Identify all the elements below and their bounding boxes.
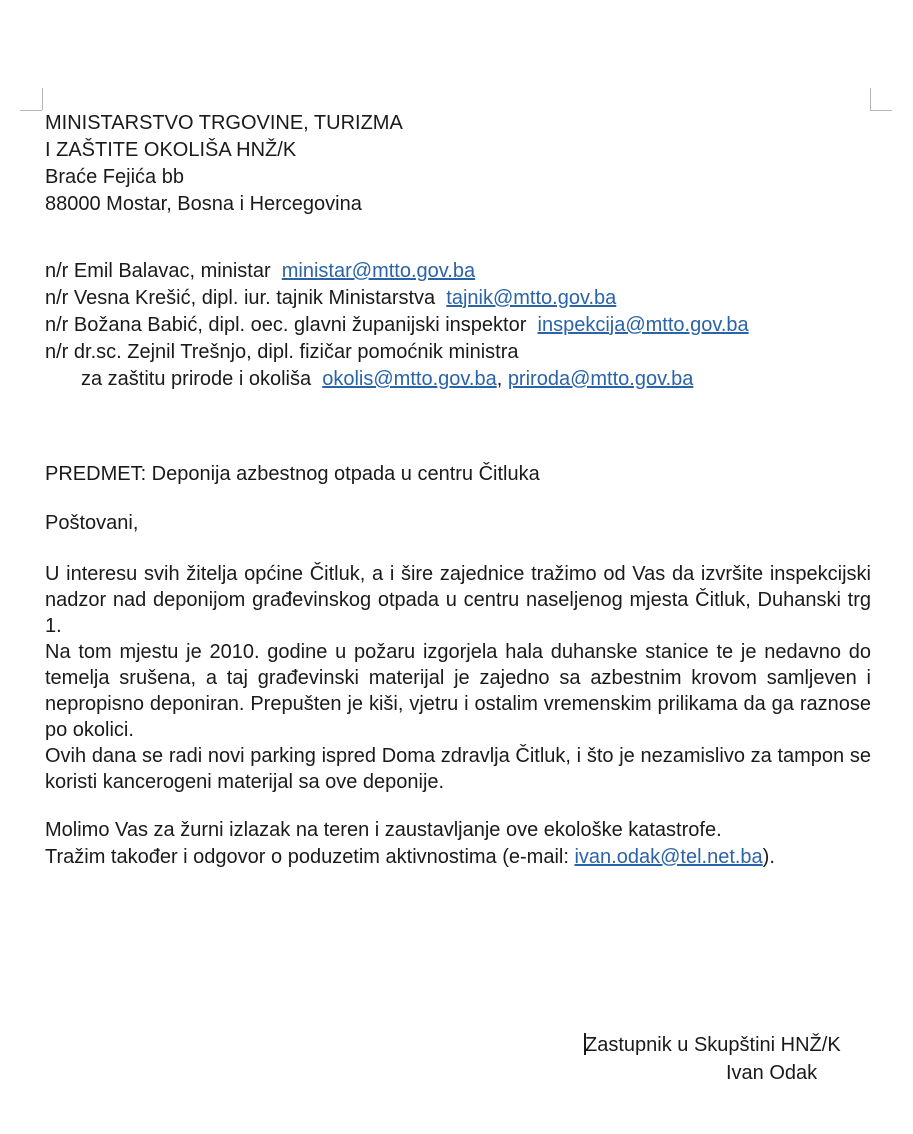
contact-name: n/r Vesna Krešić, dipl. iur. tajnik Ministarstva bbox=[45, 287, 436, 309]
signature-name: Ivan Odak bbox=[726, 1062, 818, 1084]
contact-name: n/r dr.sc. Zejnil Trešnjo, dipl. fizičar pomoćnik ministra bbox=[45, 341, 519, 363]
closing bbox=[45, 817, 871, 871]
recipient-street: Braće Fejića bb bbox=[45, 166, 184, 188]
letter-paragraphs bbox=[45, 561, 871, 795]
closing-reply-request bbox=[45, 844, 871, 871]
paragraph: Ovih dana se radi novi parking ispred Doma zdravlja Čitluk, i što je nezamislivo za tampon se koristi kancerogeni materijal sa ove deponije. bbox=[45, 745, 871, 793]
contact-line bbox=[45, 312, 871, 339]
email-link[interactable]: ivan.odak@tel.net.ba bbox=[574, 846, 763, 868]
recipient-address bbox=[45, 110, 871, 218]
email-link[interactable]: tajnik@mtto.gov.ba bbox=[446, 287, 617, 309]
contact-list bbox=[45, 258, 871, 393]
closing-request: Molimo Vas za žurni izlazak na teren i zaustavljanje ove ekološke katastrofe. bbox=[45, 819, 722, 841]
contact-line bbox=[45, 339, 871, 366]
email-link[interactable]: inspekcija@mtto.gov.ba bbox=[537, 314, 749, 336]
contact-line-continuation bbox=[45, 366, 871, 393]
paragraph: Na tom mjestu je 2010. godine u požaru izgorjela hala duhanske stanice te je nedavno do temelja srušena, a taj građevinski materijal je zajedno sa azbestnim krovom samljeven i nepropisno deponiran. Prepušten je kiši, vjetru i ostalim vremenskim prilikama da ga raznose po okolici. bbox=[45, 641, 871, 741]
closing-text: Tražim također i odgovor o poduzetim aktivnostima (e-mail: bbox=[45, 846, 575, 868]
contact-name: n/r Emil Balavac, ministar bbox=[45, 260, 271, 282]
signature-block bbox=[584, 1031, 841, 1087]
contact-line bbox=[45, 258, 871, 285]
salutation: Poštovani, bbox=[45, 512, 139, 534]
paragraph: U interesu svih žitelja općine Čitluk, a i šire zajednice tražimo od Vas da izvršite inspekcijski nadzor nad deponijom građevinskog otpada u centru naseljenog mjesta Čitluk, Duhanski trg 1. bbox=[45, 563, 871, 637]
email-separator: , bbox=[496, 368, 503, 390]
email-link[interactable]: ministar@mtto.gov.ba bbox=[281, 260, 476, 282]
subject-line: PREDMET: Deponija azbestnog otpada u centru Čitluka bbox=[45, 463, 540, 485]
closing-text-end: ). bbox=[762, 846, 775, 868]
recipient-city: 88000 Mostar, Bosna i Hercegovina bbox=[45, 193, 362, 215]
contact-name: n/r Božana Babić, dipl. oec. glavni županijski inspektor bbox=[45, 314, 527, 336]
email-link[interactable]: priroda@mtto.gov.ba bbox=[507, 368, 694, 390]
recipient-name-line2: I ZAŠTITE OKOLIŠA HNŽ/K bbox=[45, 139, 297, 161]
letter-body bbox=[45, 110, 871, 871]
contact-line bbox=[45, 285, 871, 312]
email-link[interactable]: okolis@mtto.gov.ba bbox=[322, 368, 497, 390]
signature-title-line bbox=[584, 1031, 841, 1059]
recipient-name-line1: MINISTARSTVO TRGOVINE, TURIZMA bbox=[45, 112, 403, 134]
contact-role: za zaštitu prirode i okoliša bbox=[81, 368, 312, 390]
signature-title: Zastupnik u Skupštini HNŽ/K bbox=[585, 1034, 841, 1056]
